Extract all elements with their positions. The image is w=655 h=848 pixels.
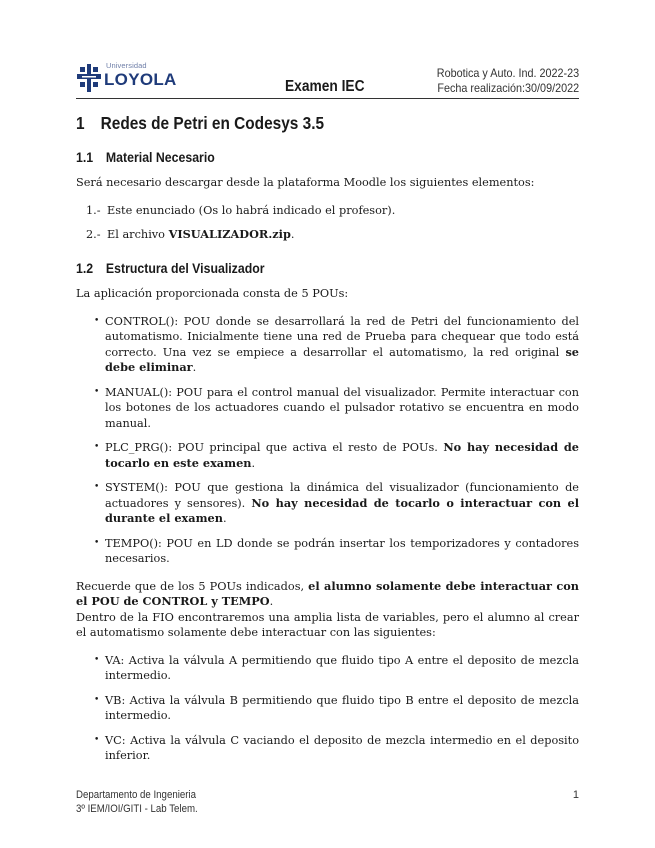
pou-text: CONTROL(): POU donde se desarrollará la red de Petri del funcionamiento del automatismo. Inicialmente tiene una red de Prueba para chequear que todo está correcto. Una vez se empiece a desarrollar el automatismo, la red original (105, 314, 579, 359)
pou-text: MANUAL(): POU para el control manual del visualizador. Permite interactuar con los botones de los actuadores cuando el pulsador rotativo se encuentra en modo manual. (105, 385, 579, 430)
list-item-text: El archivo (107, 228, 169, 241)
section-1-1-title: Material Necesario (105, 148, 215, 165)
exam-title: Examen IEC (285, 78, 365, 95)
list-item: • VC: Activa la válvula C vaciando el deposito de mezcla intermedio en el deposito inferior. (94, 733, 579, 764)
footer-course: 3º IEM/IOI/GITI - Lab Telem. (76, 803, 198, 815)
variables-list (76, 653, 579, 764)
pou-intro: La aplicación proporcionada consta de 5 POUs: (76, 287, 349, 300)
logo-wordmark: LOYOLA (104, 70, 177, 89)
pou-punct: . (222, 512, 227, 525)
list-item (86, 227, 579, 243)
section-1-title: Redes de Petri en Codesys 3.5 (100, 113, 325, 133)
list-item (94, 440, 579, 471)
pou-punct: . (251, 456, 256, 470)
section-1-heading (76, 113, 519, 133)
list-marker: 1.- (86, 203, 101, 217)
list-item (94, 536, 579, 567)
materials-intro: Será necesario descargar desde la plataforma Moodle los siguientes elementos: (76, 176, 535, 189)
reminder-punct: . (269, 595, 274, 608)
zip-filename: VISUALIZADOR.zip (168, 227, 291, 241)
section-1-2-number: 1.2 (76, 259, 94, 276)
reminder-emphasis: el alumno solamente debe interactuar con el POU de CONTROL y TEMPO (76, 578, 579, 608)
section-1-1-heading (76, 150, 519, 166)
section-1-number: 1 (76, 113, 85, 133)
list-marker: 2.- (86, 228, 101, 241)
list-item (94, 480, 579, 527)
pou-text: TEMPO(): POU en LD donde se podrán insertar los temporizadores y contadores necesarios. (105, 536, 579, 565)
list-item (94, 314, 579, 376)
section-1-2-title: Estructura del Visualizador (105, 259, 265, 276)
list-item: • VA: Activa la válvula A permitiendo que fluido tipo A entre el deposito de mezcla intermedio. (94, 653, 579, 684)
page-footer (76, 788, 579, 816)
university-logo (76, 60, 176, 94)
loyola-crest-icon (76, 63, 102, 93)
fio-paragraph: Dentro de la FIO encontraremos una amplia lista de variables, pero el alumno al crear el automatismo solamente debe interactuar con las siguientes: (76, 610, 579, 639)
exam-date: Fecha realización:30/09/2022 (437, 81, 579, 95)
page-content (76, 112, 579, 776)
section-1-1-number: 1.1 (76, 148, 94, 165)
list-item-text: Este enunciado (Os lo habrá indicado el profesor). (107, 203, 396, 217)
page-header (0, 0, 655, 100)
header-course-info (437, 66, 579, 96)
list-item-punct: . (290, 228, 295, 241)
reminder-text: Recuerde que de los 5 POUs indicados, (76, 579, 309, 593)
pou-punct: . (192, 361, 197, 374)
list-item: • VB: Activa la válvula B permitiendo que fluido tipo B entre el deposito de mezcla intermedio. (94, 693, 579, 724)
page-number: 1 (572, 789, 579, 801)
list-item (94, 385, 579, 432)
pou-emphasis: No hay necesidad de tocarlo o interactuar con el durante el examen (105, 495, 579, 525)
list-item (86, 203, 579, 219)
materials-list (76, 203, 579, 243)
pou-list (76, 314, 579, 567)
logo-subtitle: Universidad (106, 61, 147, 70)
pou-emphasis: No hay necesidad de tocarlo en este examen (105, 440, 579, 470)
pou-emphasis: se debe eliminar (105, 344, 579, 374)
footer-department: Departamento de Ingenieria (76, 789, 197, 801)
reminder-paragraph (76, 579, 579, 610)
course-name: Robotica y Auto. Ind. 2022-23 (436, 66, 579, 80)
header-divider (76, 98, 579, 99)
pou-text: PLC_PRG(): POU principal que activa el resto de POUs. (105, 441, 444, 454)
section-1-2-heading (76, 261, 519, 277)
pou-text: SYSTEM(): POU que gestiona la dinámica del visualizador (funcionamiento de actuadores y sensores). (105, 481, 579, 510)
